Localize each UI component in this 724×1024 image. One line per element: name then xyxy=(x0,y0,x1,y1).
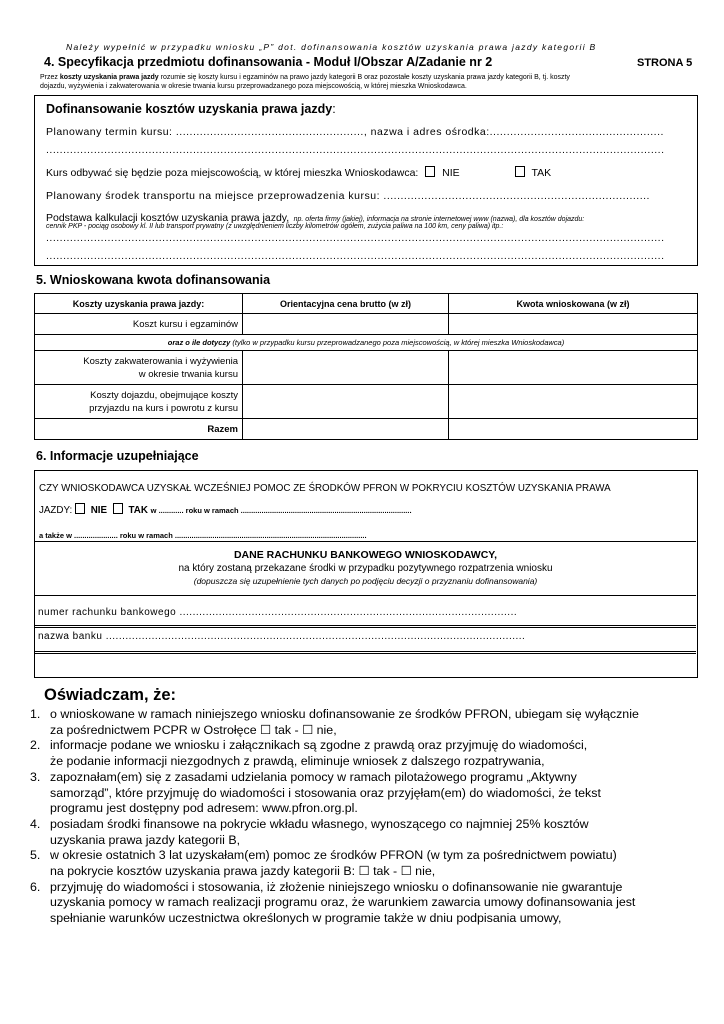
declaration-list xyxy=(30,707,696,927)
declaration-title: Oświadczam, że: xyxy=(44,686,177,704)
divider-3 xyxy=(35,625,696,628)
decl-3-l2: samorząd”, które przyjmuję do wiadomości i stosowania oraz przyjęłam(em) do wiadomości, że tekst xyxy=(50,785,601,800)
transport-line[interactable]: Planowany środek transportu na miejsce przeprowadzenia kursu: .............................................................................. xyxy=(46,190,650,202)
q-year-line[interactable]: w ............ roku w ramach .................................................................................. xyxy=(150,506,412,515)
q-checkbox-no[interactable] xyxy=(75,503,85,514)
q-also-line[interactable]: a także w ..................... roku w ramach ............................................................................................ xyxy=(39,531,367,540)
decl-num-2: 2. xyxy=(30,738,41,753)
divider-2 xyxy=(35,595,696,596)
divider-4 xyxy=(35,651,696,654)
section5-title: 5. Wnioskowana kwota dofinansowania xyxy=(36,273,271,287)
row-accom-l1: Koszty zakwaterowania i wyżywienia xyxy=(83,355,238,367)
q-line: CZY WNIOSKODAWCA UZYSKAŁ WCZEŚNIEJ POMOC ZE ŚRODKÓW PFRON W POKRYCIU KOSZTÓW UZYSKANIA PRAWA xyxy=(39,483,611,494)
decl-6-l2: uzyskania pomocy w ramach realizacji programu oraz, że warunkiem zawarcia umowy dofinansowania jest xyxy=(50,895,636,910)
def-prefix: Przez xyxy=(40,74,58,81)
dots-line-2[interactable]: ..................................................................................................................................................................................... xyxy=(46,232,665,244)
box4-title: Dofinansowanie kosztów uzyskania prawa jazdy xyxy=(46,102,333,116)
decl-item-2 xyxy=(30,738,696,769)
decl-6-l1: przyjmuję do wiadomości i stosowania, iż złożenie niniejszego wniosku o dofinansowanie nie gwarantuje xyxy=(50,879,623,894)
decl-5-l1: w okresie ostatnich 3 lat uzyskałam(em) pomoc ze środków PFRON (w tym za pośrednictwem powiatu) xyxy=(50,848,617,863)
def-bold: koszty uzyskania prawa jazdy xyxy=(59,74,159,81)
cell-course-amount[interactable] xyxy=(449,314,698,335)
cell-total-price[interactable] xyxy=(243,419,449,440)
opt-yes-label: TAK xyxy=(531,167,552,179)
divider-1 xyxy=(35,541,696,542)
bank-note: (dopuszcza się uzupełnienie tych danych po podjęciu decyzji o przyznaniu dofinansowania) xyxy=(193,576,538,586)
box4-title-colon: : xyxy=(332,102,336,116)
outside-question: Kurs odbywać się będzie poza miejscowością, w której mieszka Wnioskodawca: xyxy=(46,167,419,179)
row-accom-l2: w okresie trwania kursu xyxy=(138,368,238,380)
bank-name-line[interactable]: nazwa banku ................................................................................................................................ xyxy=(38,631,526,642)
decl-1-l2: za pośrednictwem PCPR w Ostrołęce ☐ tak - ☐ nie, xyxy=(50,722,337,737)
account-line[interactable]: numer rachunku bankowego ....................................................................................................... xyxy=(38,607,518,618)
page-label: STRONA 5 xyxy=(637,57,693,69)
decl-4-l2: uzyskania prawa jazdy kategorii B, xyxy=(50,832,241,847)
row-total-label: Razem xyxy=(35,419,243,440)
decl-item-5 xyxy=(30,848,696,879)
dots-line-1[interactable]: ..................................................................................................................................................................................... xyxy=(46,144,665,156)
col-header-amount: Kwota wnioskowana (w zł) xyxy=(449,294,698,314)
decl-num-6: 6. xyxy=(30,879,41,894)
checkbox-yes[interactable] xyxy=(515,166,525,177)
box4-title-wrap xyxy=(46,102,336,116)
bank-title: DANE RACHUNKU BANKOWEGO WNIOSKODAWCY, xyxy=(233,549,498,561)
basis-note2: cennik PKP - pociąg osobowy kl. II lub transport prywatny (z uwzględnieniem liczby kilometrów ogółem, zużycia paliwa na 100 km, ceny paliwa) itp.: xyxy=(46,223,504,230)
q-yes-label: TAK xyxy=(128,505,148,516)
basis-main: Podstawa kalkulacji kosztów uzyskania prawa jazdy, xyxy=(46,212,290,224)
col-header-costs: Koszty uzyskania prawa jazdy: xyxy=(35,294,243,314)
decl-item-4 xyxy=(30,817,696,848)
note-row xyxy=(35,335,698,351)
decl-3-l3: programu jest dostępny pod adresem: www.pfron.org.pl. xyxy=(50,801,358,816)
q-jazdy: JAZDY: xyxy=(39,505,73,516)
def-line1: rozumie się koszty kursu i egzaminów na prawo jazdy kategorii B oraz pozostałe koszty uzyskania prawa jazdy kategorii B, tj. koszty xyxy=(160,74,570,81)
row-travel-l1: Koszty dojazdu, obejmujące koszty xyxy=(90,389,238,401)
cost-table xyxy=(34,293,698,440)
bank-block xyxy=(35,549,696,586)
q-no-label: NIE xyxy=(90,505,108,516)
decl-num-3: 3. xyxy=(30,769,41,784)
col-header-price: Orientacyjna cena brutto (w zł) xyxy=(243,294,449,314)
note-rest: (tylko w przypadku kursu przeprowadzanego poza miejscowością, w której mieszka Wnioskodawca) xyxy=(230,338,565,347)
section6-title: 6. Informacje uzupełniające xyxy=(36,449,199,463)
decl-3-l1: zapoznałam(em) się z zasadami udzielania pomocy w ramach pilotażowego programu „Aktywny xyxy=(50,769,577,784)
decl-4-l1: posiadam środki finansowe na pokrycie wkładu własnego, wynoszącego co najmniej 25% kosztów xyxy=(50,816,589,831)
cell-accom-price[interactable] xyxy=(243,351,449,385)
row-travel-label xyxy=(35,385,243,419)
q-checkbox-yes[interactable] xyxy=(113,503,123,514)
dots-line-3[interactable]: ..................................................................................................................................................................................... xyxy=(46,250,665,262)
decl-num-4: 4. xyxy=(30,816,41,831)
cell-total-amount[interactable] xyxy=(449,419,698,440)
decl-1-l1: o wnioskowane w ramach niniejszego wniosku dofinansowanie ze środków PFRON, ubiegam się wyłącznie xyxy=(50,707,639,721)
outside-line xyxy=(46,166,666,179)
box-section4 xyxy=(34,95,698,266)
row-accom-label xyxy=(35,351,243,385)
decl-item-1 xyxy=(30,707,696,738)
definition-note xyxy=(40,73,695,91)
def-line2: dojazdu, wyżywienia i zakwaterowania w okresie trwania kursu przeprowadzanego poza miejscowością, w której mieszka Wnioskodawca. xyxy=(40,83,467,90)
bank-sub: na który zostaną przekazane środki w przypadku pozytywnego rozpatrzenia wniosku xyxy=(178,563,553,574)
decl-item-6 xyxy=(30,880,696,927)
q-answer-line xyxy=(39,503,689,516)
note-bold: oraz o ile dotyczy xyxy=(167,338,231,347)
opt-no-label: NIE xyxy=(442,167,460,179)
basis-note1: np. oferta firmy (jakiej), informacja na stronie internetowej www (nazwa), dla kosztów dojazdu: xyxy=(293,216,585,223)
checkbox-no[interactable] xyxy=(425,166,435,177)
cell-course-price[interactable] xyxy=(243,314,449,335)
cell-travel-price[interactable] xyxy=(243,385,449,419)
box-section6 xyxy=(34,470,698,678)
top-note: Należy wypełnić w przypadku wniosku „P” dot. dofinansowania kosztów uzyskania prawa jazdy kategorii B xyxy=(66,42,597,52)
section4-title: 4. Specyfikacja przedmiotu dofinansowania - Moduł I/Obszar A/Zadanie nr 2 xyxy=(44,55,493,69)
decl-num-5: 5. xyxy=(30,848,41,863)
decl-2-l1: informacje podane we wniosku i załącznikach są zgodne z prawdą oraz przyjmuję do wiadomości, xyxy=(50,738,588,753)
decl-6-l3: spełnianie warunków uczestnictwa określonych w programie także w dniu podpisania umowy, xyxy=(50,911,562,926)
cell-accom-amount[interactable] xyxy=(449,351,698,385)
cell-travel-amount[interactable] xyxy=(449,385,698,419)
row-course-label: Koszt kursu i egzaminów xyxy=(35,314,243,335)
row-travel-l2: przyjazdu na kurs i powrotu z kursu xyxy=(89,402,238,414)
term-line[interactable]: Planowany termin kursu: ......................................................., nazwa i adres ośrodka:................................................... xyxy=(46,126,664,138)
decl-item-3 xyxy=(30,770,696,817)
decl-2-l2: że podanie informacji niezgodnych z prawdą, eliminuje wniosek z dalszego rozpatrywania, xyxy=(50,754,545,769)
decl-num-1: 1. xyxy=(30,707,41,721)
decl-5-l2: na pokrycie kosztów uzyskania prawa jazdy kategorii B: ☐ tak - ☐ nie, xyxy=(50,864,436,879)
